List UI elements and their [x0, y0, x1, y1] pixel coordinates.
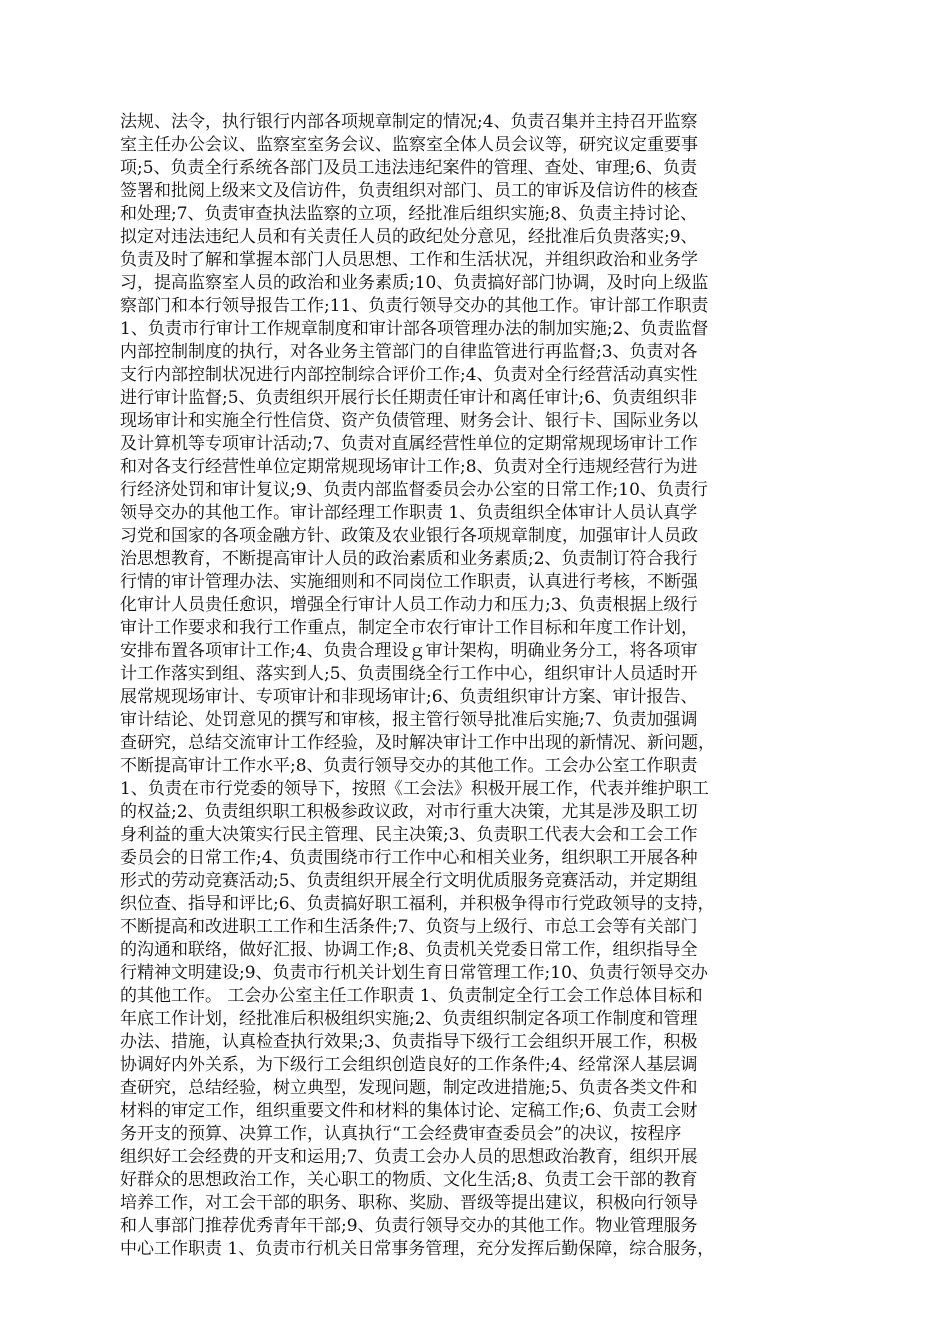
text-line: 室主任办公会议、监察室室务会议、监察室全体人员会议等，研究议定重要事: [120, 135, 698, 155]
text-line: 展常规现场审计、专项审计和非现场审计;6、负责组织审计方案、审计报告、: [120, 687, 698, 707]
text-line: 安排布置各项审计工作;4、负贵合理设ｇ审计架构，明确业务分工，将各项审: [120, 641, 698, 661]
text-line: 的权益;2、负责组织职工积极参政议政，对市行重大决策，尤其是涉及职工切: [120, 802, 698, 822]
text-line: 领导交办的其他工作。审计部经理工作职责 1、负责组织全体审计人员认真学: [120, 503, 698, 523]
text-line: 法规、法令，执行银行内部各项规章制定的情况;4、负责召集并主持召开监察: [120, 112, 698, 132]
text-line: 查研究，总结交流审计工作经验，及时解决审计工作中出现的新情况、新问题，: [120, 733, 715, 753]
text-line: 织位查、指导和评比;6、负责搞好职工福利，并积极争得市行党政领导的支持，: [120, 894, 715, 914]
text-line: 好群众的思想政治工作，关心职工的物质、文化生活;8、负责工会干部的教育: [120, 1170, 698, 1190]
text-line: 中心工作职责 1、负责市行机关日常事务管理，充分发挥后勤保障，综合服务，: [120, 1239, 715, 1259]
text-line: 身利益的重大决策实行民主管理、民主决策;3、负责职工代表大会和工会工作: [120, 825, 698, 845]
text-line: 行情的审计管理办法、实施细则和不同岗位工作职责，认真进行考核，不断强: [120, 572, 698, 592]
text-line: 年底工作计划，经批准后积极组织实施;2、负责组织制定各项工作制度和管理: [120, 1009, 698, 1029]
text-line: 及计算机等专项审计活动;7、负责对直属经营性单位的定期常规现场审计工作: [120, 434, 698, 454]
text-line: 的其他工作。 工会办公室主任工作职责 1、负责制定全行工会工作总体目标和: [120, 986, 703, 1006]
text-line: 形式的劳动竞赛活动;5、负责组织开展全行文明优质服务竞赛活动，并定期组: [120, 871, 698, 891]
text-line: 进行审计监督;5、负责组织开展行长任期责任审计和离任审计;6、负责组织非: [120, 388, 698, 408]
text-line: 审计结论、处罚意见的撰写和审核，报主管行领导批准后实施;7、负责加强调: [120, 710, 698, 730]
text-line: 的沟通和联络，做好汇报、协调工作;8、负责机关党委日常工作，组织指导全: [120, 940, 698, 960]
text-line: 支行内部控制状况进行内部控制综合评价工作;4、负责对全行经营活动真实性: [120, 365, 698, 385]
text-line: 化审计人员贵任愈识，增强全行审计人员工作动力和压力;3、负责根据上级行: [120, 595, 698, 615]
text-line: 习党和国家的各项金融方针、政策及农业银行各项规章制度，加强审计人员政: [120, 526, 698, 546]
text-line: 办法、措施，认真检查执行效果;3、负责指导下级行工会组织开展工作，积极: [120, 1032, 698, 1052]
text-line: 材料的审定工作，组织重要文件和材料的集体讨论、定稿工作;6、负责工会财: [120, 1101, 698, 1121]
text-line: 不断提高和改进职工工作和生活条件;7、负资与上级行、市总工会等有关部门: [120, 917, 698, 937]
text-line: 委员会的日常工作;4、负责围绕市行工作中心和相关业务，组织职工开展各种: [120, 848, 698, 868]
text-line: 不断提高审计工作水平;8、负责行领导交办的其他工作。工会办公室工作职责: [120, 756, 698, 776]
text-line: 拟定对违法违纪人员和有关责任人员的政纪处分意见，经批准后负贵落实;9、: [120, 227, 698, 247]
text-line: 内部控制制度的执行，对各业务主管部门的自律监管进行再监督;3、负责对各: [120, 342, 698, 362]
text-line: 负责及时了解和掌握本部门人员思想、工作和生活状况，并组织政治和业务学: [120, 250, 698, 270]
text-line: 行经济处罚和审计复议;9、负责内部监督委员会办公室的日常工作;10、负责行: [120, 480, 708, 500]
text-line: 行精神文明建设;9、负责市行机关计划生育日常管理工作;10、负责行领导交办: [120, 963, 708, 983]
text-line: 1、负责在市行党委的领导下，按照《工会法》积极开展工作，代表并维护职工: [120, 779, 709, 799]
text-line: 签署和批阅上级来文及信访件，负责组织对部门、员工的审诉及信访件的核查: [120, 181, 698, 201]
text-line: 习，提高监察室人员的政治和业务素质;10、负责搞好部门协调，及时向上级监: [120, 273, 709, 293]
text-line: 培养工作，对工会干部的职务、职称、奖励、晋级等提出建议，积极向行领导: [120, 1193, 698, 1213]
text-line: 协调好内外关系，为下级行工会组织创造良好的工作条件;4、经常深人基层调: [120, 1055, 698, 1075]
text-line: 1、负责市行审计工作规章制度和审计部各项管理办法的制加实施;2、负责监督: [120, 319, 709, 339]
text-line: 治思想教育，不断提高审计人员的政治素质和业务素质;2、负责制订符合我行: [120, 549, 698, 569]
text-line: 察部门和本行领导报告工作;11、负责行领导交办的其他工作。审计部工作职责: [120, 296, 709, 316]
text-line: 查研究，总结经验，树立典型，发现问题，制定改进措施;5、负责各类文件和: [120, 1078, 698, 1098]
body-text: [120, 111, 810, 1261]
text-line: 现场审计和实施全行性信贷、资产负债管理、财务会计、银行卡、国际业务以: [120, 411, 698, 431]
text-line: 务开支的预算、决算工作，认真执行“工会经费审查委员会”的决议，按程序: [120, 1124, 682, 1144]
text-line: 项;5、负责全行系统各部门及员工违法违纪案件的管理、查处、审理;6、负责: [120, 158, 698, 178]
text-line: 和对各支行经营性单位定期常规现场审计工作;8、负责对全行违规经营行为进: [120, 457, 698, 477]
text-line: 和处理;7、负责审查执法监察的立项，经批准后组织实施;8、负责主持讨论、: [120, 204, 698, 224]
text-line: 审计工作要求和我行工作重点，制定全市农行审计工作目标和年度工作计划，: [120, 618, 698, 638]
text-line: 计工作落实到组、落实到人;5、负责围绕全行工作中心，组织审计人员适时开: [120, 664, 698, 684]
text-line: 组织好工会经费的开支和运用;7、负责工会办人员的思想政治教育，组织开展: [120, 1147, 698, 1167]
text-line: 和人事部门推荐优秀青年干部;9、负责行领导交办的其他工作。物业管理服务: [120, 1216, 698, 1236]
